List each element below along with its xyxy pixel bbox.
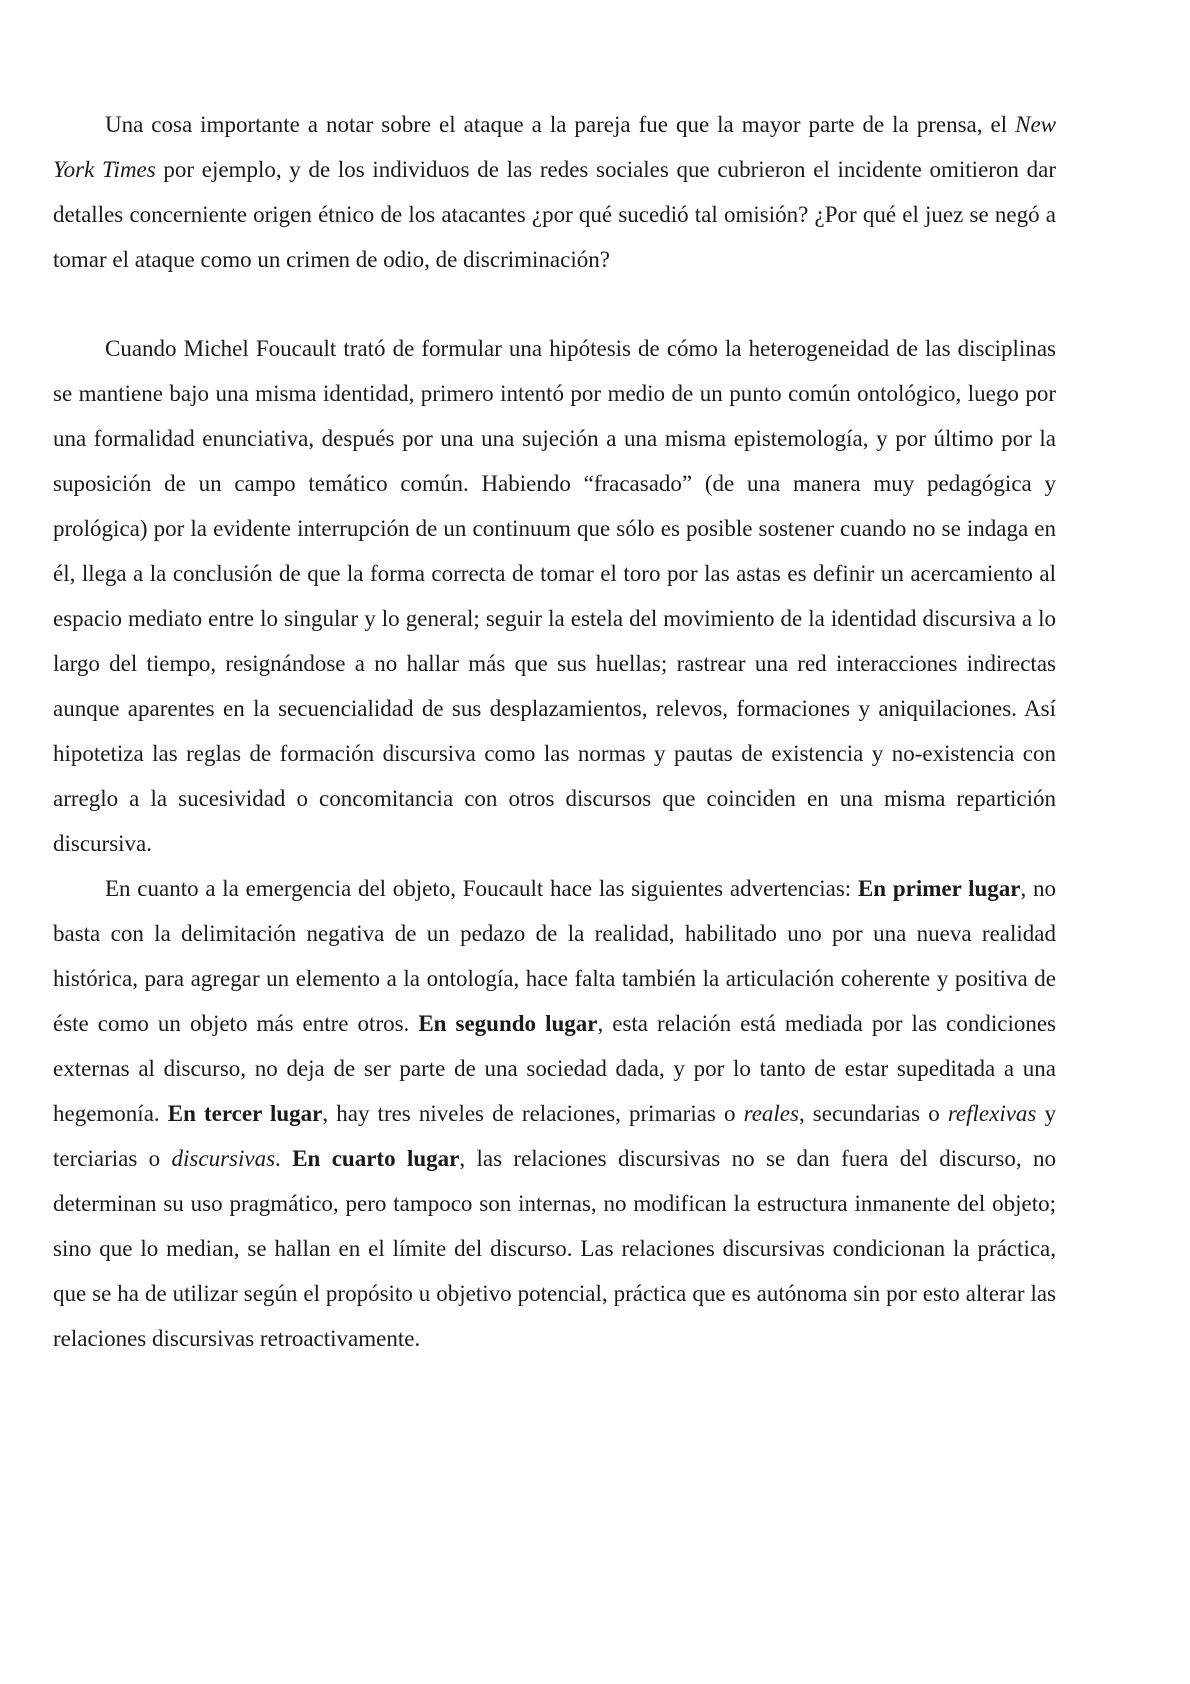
text-segment: , hay tres niveles de relaciones, primarias o <box>322 1101 744 1126</box>
text-segment-bold: En segundo lugar <box>418 1011 598 1036</box>
text-segment: por ejemplo, y de los individuos de las redes sociales que cubrieron el incidente omitieron dar detalles concerniente origen étnico de los atacantes ¿por qué sucedió tal omisión? ¿Por qué el juez se negó a tomar el ataque como un crimen de odio, de discriminación? <box>53 157 1056 272</box>
text-segment-bold: En primer lugar <box>857 876 1021 901</box>
text-segment: , no basta con la delimitación negativa de un pedazo de la realidad, habilitado uno por una nueva realidad histórica, para agregar un elemento a la ontología, hace falta también la articulación coherente y positiva de éste como un objeto más entre otros. <box>53 876 1057 1036</box>
text-segment: y terciarias o <box>53 1101 1056 1171</box>
document-page <box>53 102 1056 1361</box>
text-segment-italic: reales <box>743 1101 799 1126</box>
text-segment: , esta relación está mediada por las condiciones externas al discurso, no deja de ser parte de una sociedad dada, y por lo tanto de estar supeditada a una hegemonía. <box>53 1011 1056 1126</box>
paragraph-1 <box>53 102 1056 282</box>
text-segment: , las relaciones discursivas no se dan fuera del discurso, no determinan su uso pragmático, pero tampoco son internas, no modifican la estructura inmanente del objeto; sino que lo median, se hallan en el límite del discurso. Las relaciones discursivas condicionan la práctica, que se ha de utilizar según el propósito u objetivo potencial, práctica que es autónoma sin por esto alterar las relaciones discursivas retroactivamente. <box>53 1146 1057 1351</box>
text-segment: Cuando Michel Foucault trató de formular una hipótesis de cómo la heterogeneidad de las disciplinas se mantiene bajo una misma identidad, primero intentó por medio de un punto común ontológico, luego por una formalidad enunciativa, después por una una sujeción a una misma epistemología, y por último por la suposición de un campo temático común. Habiendo “fracasado” (de una manera muy pedagógica y prológica) por la evidente interrupción de un continuum que sólo es posible sostener cuando no se indaga en él, llega a la conclusión de que la forma correcta de tomar el toro por las astas es definir un acercamiento al espacio mediato entre lo singular y lo general; seguir la estela del movimiento de la identidad discursiva a lo largo del tiempo, resignándose a no hallar más que sus huellas; rastrear una red interacciones indirectas aunque aparentes en la secuencialidad de sus desplazamientos, relevos, formaciones y aniquilaciones. Así hipotetiza las reglas de formación discursiva como las normas y pautas de existencia y no-existencia con arreglo a la sucesividad o concomitancia con otros discursos que coinciden en una misma repartición discursiva. <box>53 336 1056 856</box>
paragraph-2 <box>53 326 1056 866</box>
paragraph-3 <box>53 866 1056 1361</box>
text-segment: , secundarias o <box>798 1101 948 1126</box>
text-segment: Una cosa importante a notar sobre el ataque a la pareja fue que la mayor parte de la prensa, el <box>105 112 1016 137</box>
text-segment: En cuanto a la emergencia del objeto, Foucault hace las siguientes advertencias: <box>105 876 858 901</box>
text-segment-bold: En tercer lugar <box>167 1101 323 1126</box>
text-segment-italic: New York Times <box>53 112 1056 182</box>
text-segment-bold: En cuarto lugar <box>292 1146 460 1171</box>
text-segment-italic: discursivas <box>171 1146 276 1171</box>
text-segment-italic: reflexivas <box>947 1101 1037 1126</box>
text-segment: . <box>275 1146 293 1171</box>
